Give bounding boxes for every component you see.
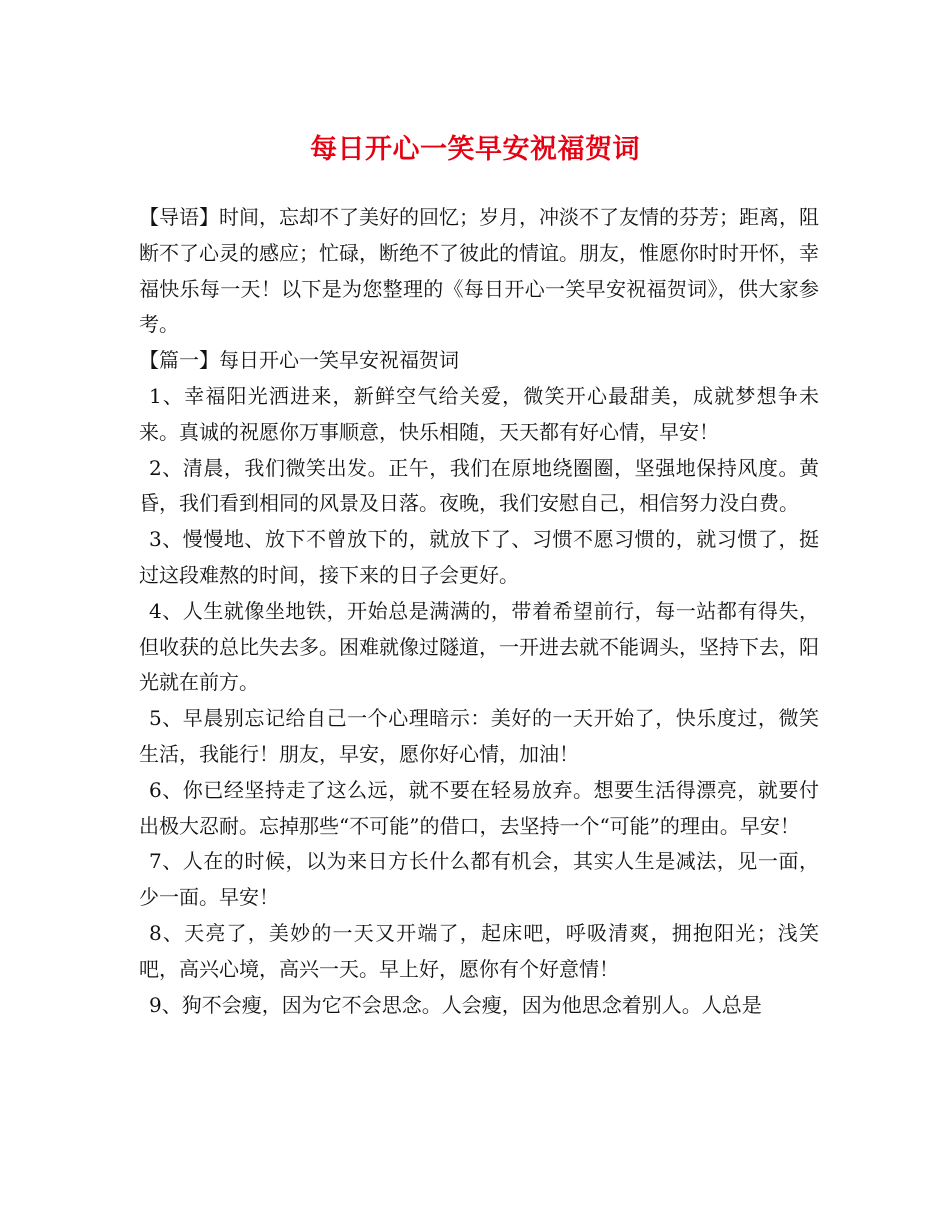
list-item: 8、天亮了，美妙的一天又开端了，起床吧，呼吸清爽，拥抱阳光；浅笑吧，高兴心境，高兴一天。早上好，愿你有个好意情！ bbox=[139, 920, 819, 981]
list-item: 6、你已经坚持走了这么远，就不要在轻易放弃。想要生活得漂亮，就要付出极大忍耐。忘掉那些“不可能”的借口，去坚持一个“可能”的理由。早安！ bbox=[139, 777, 819, 838]
section-heading: 【篇一】每日开心一笑早安祝福贺词 bbox=[139, 348, 459, 373]
list-item: 5、早晨别忘记给自己一个心理暗示：美好的一天开始了，快乐度过，微笑生活，我能行！朋友，早安，愿你好心情，加油！ bbox=[139, 706, 819, 766]
list-item: 2、清晨，我们微笑出发。正午，我们在原地绕圈圈，坚强地保持风度。黄昏，我们看到相同的风景及日落。夜晚，我们安慰自己，相信努力没白费。 bbox=[139, 455, 819, 516]
list-item: 3、慢慢地、放下不曾放下的，就放下了、习惯不愿习惯的，就习惯了，挺过这段难熬的时间，接下来的日子会更好。 bbox=[139, 527, 819, 587]
list-item: 9、狗不会瘦，因为它不会思念。人会瘦，因为他思念着别人。人总是 bbox=[149, 992, 762, 1017]
intro-paragraph: 【导语】时间，忘却不了美好的回忆；岁月，冲淡不了友情的芬芳；距离，阻断不了心灵的感应；忙碌，断绝不了彼此的情谊。朋友，惟愿你时时开怀，幸福快乐每一天！以下是为您整理的《每日开心一笑早安祝福贺词》，供大家参考。 bbox=[139, 205, 819, 337]
list-item: 1、幸福阳光洒进来，新鲜空气给关爱，微笑开心最甜美，成就梦想争未来。真诚的祝愿你万事顺意，快乐相随，天天都有好心情，早安！ bbox=[139, 383, 819, 444]
document-body bbox=[139, 200, 819, 1023]
list-item: 4、人生就像坐地铁，开始总是满满的，带着希望前行，每一站都有得失，但收获的总比失去多。困难就像过隧道，一开进去就不能调头，坚持下去，阳光就在前方。 bbox=[139, 598, 819, 695]
document-title: 每日开心一笑早安祝福贺词 bbox=[310, 134, 640, 165]
list-item: 7、人在的时候，以为来日方长什么都有机会，其实人生是减法，见一面，少一面。早安！ bbox=[139, 849, 819, 910]
